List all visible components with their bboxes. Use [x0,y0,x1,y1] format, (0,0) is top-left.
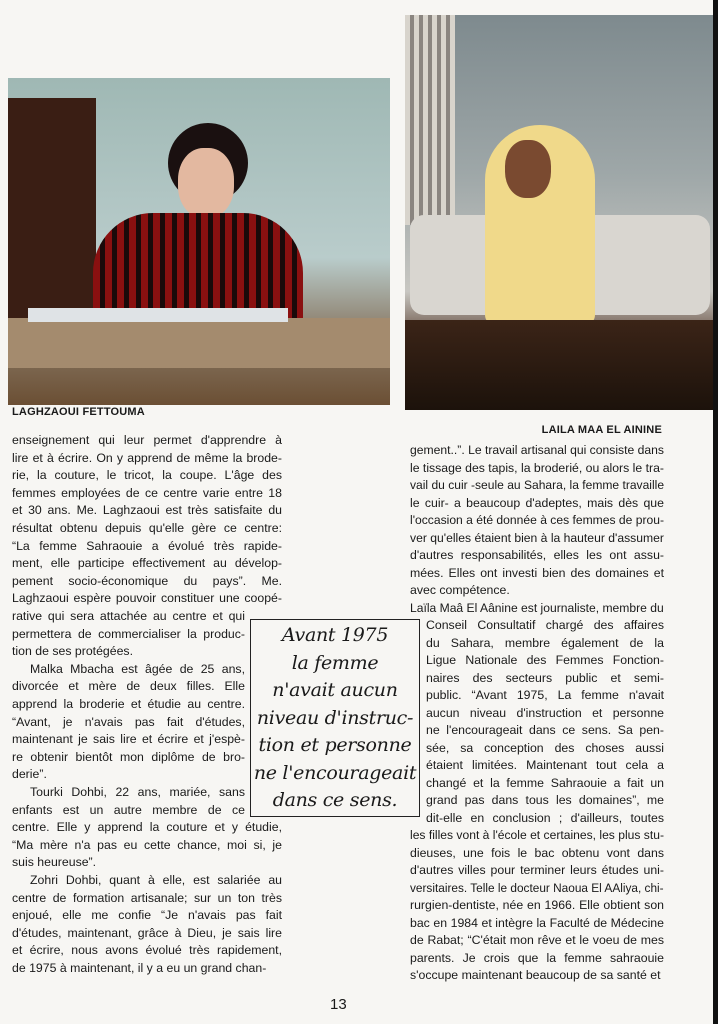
text-line: apprend la broderie et étudie au centre. [12,697,245,711]
text-line: divorcée et mère de deux filles. Elle [12,679,245,694]
pull-quote [250,619,420,817]
text-line: “La femme Sahraouie a évolué très rapide- [12,538,282,553]
text-line: le tissage des tapis, la broderié, ou alors le tra- [410,460,664,475]
pull-quote-line: ne l'encourageait [253,761,417,784]
text-line: s'occupe maintenant beaucoup de sa santé et [410,968,661,982]
text-line: les filles vont à l'école et certaines, les plus stu- [410,828,664,842]
text-line: gement..”. Le travail artisanal qui consiste dans [410,443,665,457]
pull-quote-line: dans ce sens. [272,789,398,811]
text-line: sée, sa conception des choses aussi [426,740,664,755]
text-line: centre. Elle y apprend la couture et y étudie, [12,820,282,835]
text-line: versitaires. Telle le docteur Naoua El AAliya, chi- [410,880,664,895]
photo-laila-maa-el-ainine [405,15,713,410]
text-line: “Avant, je n'avais pas fait d'études, [12,714,245,729]
text-line: Conseil Consultatif chargé des affaires [426,618,664,632]
text-line: pement socio-économique du pays”. Me. [12,573,282,588]
text-line: du Sahara, membre également de la [426,635,664,650]
text-line: d'autres responsabilités, elles les ont assu- [410,548,664,562]
pull-quote-line: tion et personne [258,734,412,756]
text-line: femmes employées de ce centre varie entre 18 [12,485,282,500]
photo-laghzaoui-fettouma [8,78,390,405]
text-line: l'occasion a été donnée à ces femmes de prou- [410,513,665,527]
text-line: rurgien-dentiste, née en 1966. Elle obtient son [410,898,664,912]
text-line: dit-elle en conclusion ; d'ailleurs, toutes [426,810,664,825]
text-line: aucun niveau d'instruction et personne [426,705,664,720]
text-line: naires des secteurs public et semi- [426,670,664,685]
text-line: public. “Avant 1975, La femme n'avait [426,688,664,702]
text-line: ver qu'elles étaient bien à la hauteur d'assumer [410,530,664,545]
text-line: derie”. [12,767,47,782]
text-line: maintenant je sais lire et écrire et j'espè- [12,732,245,747]
text-line: Tourki Dohbi, 22 ans, mariée, sans [30,785,245,799]
text-line: enjoué, elle me confie “Je n'avais pas fait [12,908,282,923]
text-line: lire et à écrire. On y apprend de même la brode- [12,450,282,465]
text-line: vail du cuir -seule au Sahara, la femme travaille [410,478,665,492]
pull-quote-line: niveau d'instruc- [256,706,414,729]
text-line: rative qui sera attachée au centre et qui [12,609,245,623]
pull-quote-line: n'avait aucun [272,679,398,701]
text-line: et écrire, nous avons évolué très rapidement, [12,943,282,958]
text-line: ne l'encourageait dans ce sens. Sa pen- [426,723,664,737]
text-line: Zohri Dohbi, quant à elle, est salariée au [30,873,282,887]
photo-caption-right: LAILA MAA EL AININE [541,424,662,436]
text-line: Laghzaoui espère pouvoir constituer une coopé- [12,591,282,606]
text-line: grand pas dans tous les domaines”, me [426,793,664,807]
text-line: rie, la couture, le tricot, la coupe. L'âge des [12,468,282,483]
text-line: Malka Mbacha est âgée de 25 ans, [30,661,245,676]
text-line: bac en 1984 et intègre la Faculté de Médecine [410,915,664,930]
text-line: le cuir- a beaucoup d'adeptes, mais dès que [410,495,664,510]
text-line: de 1975 à maintenant, il y a eu un grand chan- [12,961,267,975]
pull-quote-line: Avant 1975 [281,624,389,646]
text-line: centre de formation artisanale; sur un ton très [12,890,282,905]
text-line: résultat obtenu depuis qu'elle gère ce centre: [12,521,282,535]
text-line: de Rabat; “C'était mon rêve et le voeu de mes [410,933,664,947]
text-line: tion de ses protégées. [12,644,133,659]
text-line: changé et la femme Sahraouie a fait un [426,775,664,790]
text-line: re obtenir bientôt mon diplôme de bro- [12,749,245,764]
page-edge [713,0,718,1024]
text-line: d'autres villes pour terminer leurs études uni- [410,863,664,877]
text-line: “Ma mère n'a pas eu cette chance, moi si, je [12,837,282,852]
text-line: mées. Elles ont investi bien des domaines et [410,565,664,580]
text-line: enseignement qui leur permet d'apprendre à [12,433,282,447]
text-line: parents. Je crois que la femme sahraouie [410,950,664,965]
text-line: permettera de commercialiser la produc- [12,626,245,641]
text-line: enfants est un autre membre de ce [12,802,245,817]
text-line: d'études, maintenant, grâce à Dieu, je sais lire [12,925,282,940]
text-line: avec compétence. [410,583,510,597]
text-line: suis heureuse”. [12,855,97,870]
page-number: 13 [330,996,347,1013]
text-line: ment, elle participe effectivement au dévelop- [12,556,282,571]
pull-quote-line: la femme [291,651,379,674]
text-line: Laïla Maâ El Aânine est journaliste, membre du [410,600,664,615]
text-line: et 30 ans. Me. Laghzaoui est très satisfaite du [12,503,282,518]
text-line: dieuses, une fois le bac obtenu vont dans [410,845,664,860]
photo-caption-left: LAGHZAOUI FETTOUMA [12,406,145,418]
text-line: étaient limitées. Maintenant tout cela a [426,758,664,772]
text-line: Ligue Nationale des Femmes Fonction- [426,653,664,667]
